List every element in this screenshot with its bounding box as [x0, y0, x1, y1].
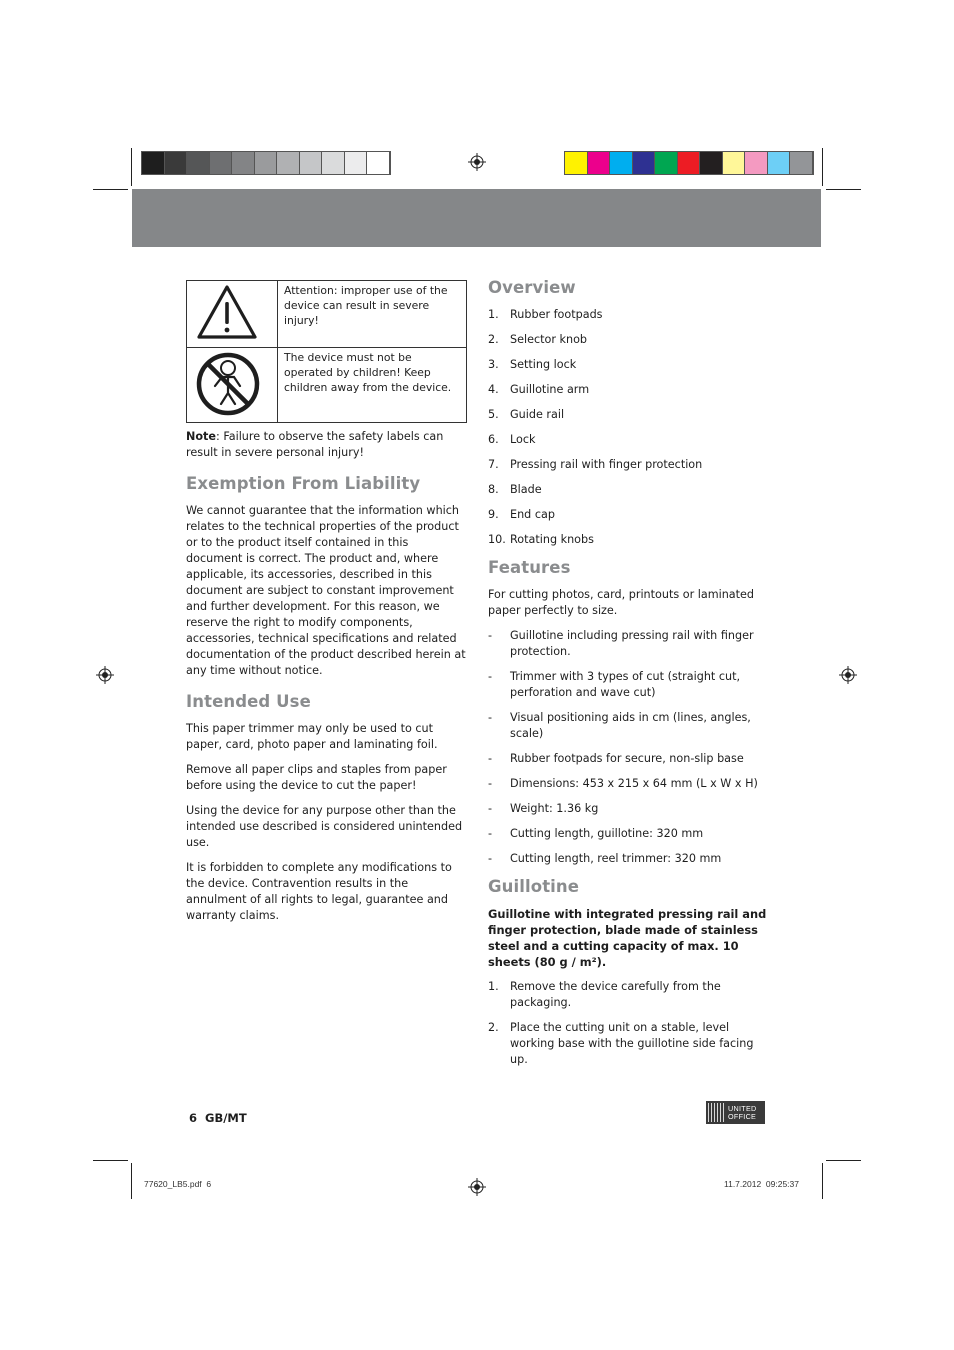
overview-item-number: 2. [488, 333, 499, 346]
feature-item: - Guillotine including pressing rail with finger protection. [488, 628, 768, 660]
header-band [132, 189, 821, 247]
feature-item: - Trimmer with 3 types of cut (straight cut, perforation and wave cut) [488, 669, 768, 701]
overview-item-text: End cap [510, 508, 555, 521]
step-number: 2. [488, 1021, 499, 1034]
color-swatch [142, 152, 165, 174]
right-column [488, 277, 768, 1077]
exemption-paragraph: We cannot guarantee that the information which relates to the technical properties of the product or to the product itself contained in this document is correct. The product and, where applicable, its accessories, described in this document are subject to constant improvement and further development. For this reason, we reserve the right to modify components, accessories, technical specifications and related documentation of the product described herein at any time without notice. [186, 504, 466, 677]
logo-text [728, 1105, 757, 1121]
color-swatch [790, 152, 813, 174]
crop-mark [93, 189, 128, 190]
registration-mark-icon [96, 666, 114, 684]
logo-grid-icon [708, 1103, 725, 1122]
intended-use-heading: Intended Use [186, 692, 311, 711]
feature-item: - Visual positioning aids in cm (lines, angles, scale) [488, 710, 768, 742]
note-paragraph [186, 429, 468, 461]
overview-item [488, 307, 768, 323]
overview-item [488, 382, 768, 398]
overview-item [488, 432, 768, 448]
features-list [488, 628, 768, 867]
feature-item: - Cutting length, reel trimmer: 320 mm [488, 851, 768, 867]
features-intro: For cutting photos, card, printouts or laminated paper perfectly to size. [488, 588, 755, 617]
color-swatch [588, 152, 611, 174]
color-swatch [678, 152, 701, 174]
intended-use-paragraph: This paper trimmer may only be used to cut paper, card, photo paper and laminating foil. [186, 722, 438, 751]
overview-item-text: Rubber footpads [510, 308, 603, 321]
crop-mark [822, 1163, 823, 1199]
features-heading: Features [488, 558, 571, 577]
step-number: 1. [488, 980, 499, 993]
feature-item: - Cutting length, guillotine: 320 mm [488, 826, 768, 842]
page-number: 6 [189, 1111, 198, 1125]
overview-item-number: 1. [488, 308, 499, 321]
crop-mark [826, 189, 861, 190]
overview-item-number: 10. [488, 533, 506, 546]
color-swatch [187, 152, 210, 174]
intended-use-paragraph: Remove all paper clips and staples from paper before using the device to cut the paper! [186, 763, 447, 792]
warning-triangle-icon [187, 281, 277, 343]
color-swatch [345, 152, 368, 174]
intended-use-paragraph: It is forbidden to complete any modifications to the device. Contravention results in the annulment of all rights to legal, guarantee and warranty claims. [186, 861, 452, 922]
warning-icon-cell [187, 281, 278, 348]
warning-icon-cell [187, 348, 278, 423]
feature-item: - Rubber footpads for secure, non-slip base [488, 751, 768, 767]
color-swatch [723, 152, 746, 174]
crop-mark [131, 148, 132, 186]
feature-item: - Dimensions: 453 x 215 x 64 mm (L x W x H) [488, 776, 768, 792]
color-control-bar [564, 151, 814, 175]
color-swatch [322, 152, 345, 174]
page-region: GB/MT [205, 1111, 247, 1125]
overview-item-text: Selector knob [510, 333, 588, 346]
color-swatch [277, 152, 300, 174]
feature-item: - Weight: 1.36 kg [488, 801, 768, 817]
guillotine-heading: Guillotine [488, 877, 580, 896]
overview-heading: Overview [488, 278, 576, 297]
overview-item-number: 9. [488, 508, 499, 521]
no-children-icon [187, 348, 277, 418]
color-swatch [655, 152, 678, 174]
color-swatch [367, 152, 390, 174]
guillotine-step [488, 979, 768, 1011]
overview-item-number: 5. [488, 408, 499, 421]
warning-row [187, 348, 467, 423]
exemption-heading: Exemption From Liability [186, 474, 421, 493]
slug-filename: 77620_LB5.pdf 6 [144, 1179, 212, 1189]
safety-warnings-table [186, 280, 467, 423]
logo-line: UNITED [728, 1103, 757, 1113]
step-text: Remove the device carefully from the packaging. [510, 980, 721, 1009]
note-text: : Failure to observe the safety labels can result in severe personal injury! [186, 430, 444, 459]
crop-mark [822, 148, 823, 186]
color-swatch [210, 152, 233, 174]
overview-item-text: Blade [510, 483, 542, 496]
warning-row [187, 281, 467, 348]
crop-mark [131, 1163, 132, 1199]
color-swatch [745, 152, 768, 174]
step-text: Place the cutting unit on a stable, level working base with the guillotine side facing up. [510, 1021, 754, 1066]
color-swatch [768, 152, 791, 174]
color-swatch [610, 152, 633, 174]
registration-mark-icon [468, 153, 486, 171]
registration-mark-icon [468, 1178, 486, 1196]
united-office-logo [706, 1101, 765, 1124]
color-swatch [700, 152, 723, 174]
overview-item [488, 507, 768, 523]
warning-text-cell: The device must not be operated by children! Keep children away from the device. [278, 348, 467, 423]
registration-mark-icon [839, 666, 857, 684]
overview-item [488, 482, 768, 498]
color-swatch [565, 152, 588, 174]
logo-line: OFFICE [728, 1111, 757, 1121]
overview-item-text: Guillotine arm [510, 383, 590, 396]
overview-item-number: 8. [488, 483, 499, 496]
overview-item-number: 3. [488, 358, 499, 371]
overview-item [488, 407, 768, 423]
guillotine-description: Guillotine with integrated pressing rail and finger protection, blade made of stainless steel and a cutting capacity of max. 10 sheets (80 g / m²). [488, 907, 767, 969]
overview-item-number: 4. [488, 383, 499, 396]
guillotine-step [488, 1020, 768, 1068]
grayscale-color-bar [141, 151, 391, 175]
overview-item-text: Lock [510, 433, 536, 446]
overview-item-number: 6. [488, 433, 499, 446]
left-column [186, 429, 468, 933]
color-swatch [300, 152, 323, 174]
color-swatch [255, 152, 278, 174]
crop-mark [93, 1160, 128, 1161]
intended-use-paragraph: Using the device for any purpose other than the intended use described is considered unintended use. [186, 804, 463, 849]
overview-list [488, 307, 768, 548]
slug-datetime: 11.7.2012 09:25:37 [724, 1179, 799, 1189]
overview-item [488, 457, 768, 473]
overview-item-number: 7. [488, 458, 499, 471]
overview-item-text: Rotating knobs [510, 533, 594, 546]
color-swatch [165, 152, 188, 174]
guillotine-steps-list [488, 979, 768, 1068]
color-swatch [633, 152, 656, 174]
overview-item-text: Guide rail [510, 408, 565, 421]
crop-mark [826, 1160, 861, 1161]
warning-text-cell: Attention: improper use of the device can result in severe injury! [278, 281, 467, 348]
overview-item [488, 332, 768, 348]
note-label: Note [186, 430, 216, 443]
page-footer [189, 1111, 247, 1125]
overview-item-text: Setting lock [510, 358, 577, 371]
overview-item [488, 357, 768, 373]
color-swatch [232, 152, 255, 174]
overview-item [488, 532, 768, 548]
overview-item-text: Pressing rail with finger protection [510, 458, 703, 471]
